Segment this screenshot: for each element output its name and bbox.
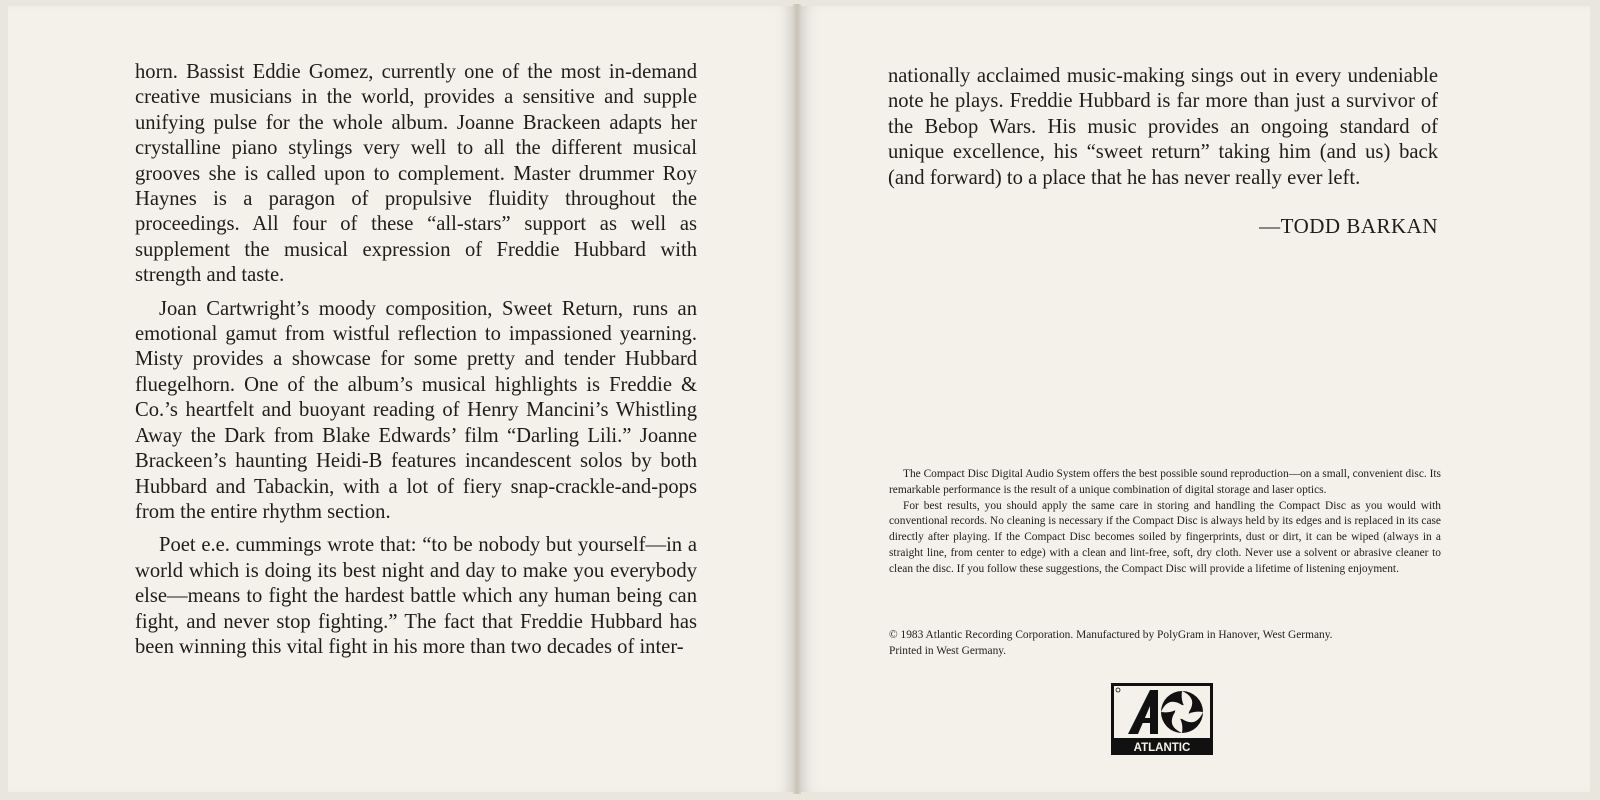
logo-text: ATLANTIC (1133, 742, 1191, 754)
left-page (8, 6, 794, 792)
right-page-text (888, 64, 1438, 191)
copyright-line: © 1983 Atlantic Recording Corporation. Manufactured by PolyGram in Hanover, West Germany. (889, 629, 1333, 641)
paragraph: nationally acclaimed music-making sings out in every undeniable note he plays. Freddie Hubbard is far more than just a survivor of the Bebop Wars. His music provides an ongoing standard of unique excellence, his “sweet return” taking him (and us) back (and forward) to a place that he has never really ever left. (888, 65, 1438, 189)
paragraph: horn. Bassist Eddie Gomez, currently one of the most in-demand creative musicians in the world, provides a sensitive and supple unifying pulse for the whole album. Joanne Brackeen adapts her crystalline piano stylings very well to all the different musical grooves she is called upon to complement. Master drummer Roy Haynes is a paragon of propulsive fluidity throughout the proceedings. All four of these “all-stars” support as well as supplement the musical expression of Freddie Hubbard with strength and taste. (135, 61, 697, 287)
right-page (800, 6, 1590, 792)
notice-paragraph: For best results, you should apply the same care in storing and handling the Compact Disc as you would with conventional records. No cleaning is necessary if the Compact Disc is always held by its edges and is replaced in its case directly after playing. If the Compact Disc becomes soiled by fingerprints, dust or dirt, it can be wiped (always in a straight line, from center to edge) with a clean and lint-free, soft, dry cloth. Never use a solvent or abrasive cleaner to clean the disc. If you follow these suggestions, the Compact Disc will provide a lifetime of listening enjoyment. (889, 499, 1441, 575)
compact-disc-notice (889, 467, 1441, 578)
notice-paragraph: The Compact Disc Digital Audio System offers the best possible sound reproduction—on a small, convenient disc. Its remarkable performance is the result of a unique combination of digital storage and laser optics. (889, 468, 1441, 496)
paragraph: Joan Cartwright’s moody composition, Sweet Return, runs an emotional gamut from wistful reflection to impassioned yearning. Misty provides a showcase for some pretty and tender Hubbard fluegelhorn. One of the album’s musical highlights is Freddie & Co.’s heartfelt and buoyant reading of Henry Mancini’s Whistling Away the Dark from Blake Edwards’ film “Darling Lili.” Joanne Brackeen’s haunting Heidi-B features incandescent solos by both Hubbard and Tabackin, with a lot of fiery snap-crackle-and-pops from the entire rhythm section. (135, 297, 697, 523)
left-page-text (135, 60, 697, 660)
paragraph: Poet e.e. cummings wrote that: “to be nobody but yourself—in a world which is doing its best night and day to make you everybody else—means to fight the hardest battle which any human being can fight, and never stop fighting.” The fact that Freddie Hubbard has been winning this vital fight in his more than two decades of inter- (135, 534, 697, 658)
copyright-notice (889, 628, 1441, 660)
copyright-line: Printed in West Germany. (889, 644, 1007, 657)
atlantic-logo-icon (1110, 682, 1214, 756)
author-signature: —TODD BARKAN (1259, 214, 1438, 238)
